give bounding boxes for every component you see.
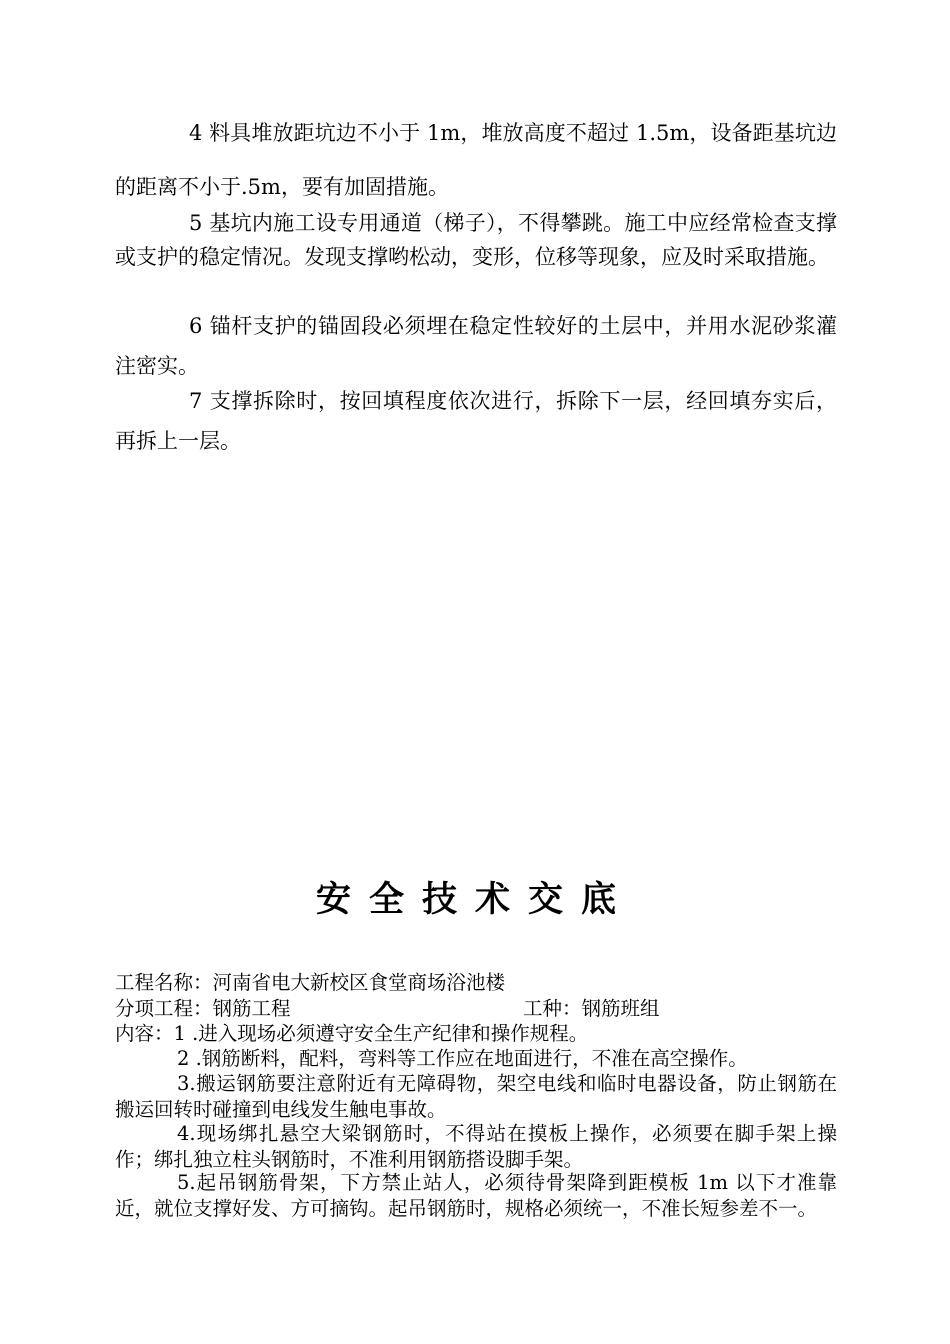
content-item-3: 3.搬运钢筋要注意附近有无障碍物，架空电线和临时电器设备，防止钢筋在搬运回转时碰撞到电线发生触电事故。	[115, 1072, 837, 1121]
sub-project-line: 分项工程：钢筋工程	[115, 997, 291, 1020]
work-type-line: 工种：钢筋班组	[523, 997, 660, 1020]
item-7-text: 7 支撑拆除时，按回填程度依次进行，拆除下一层，经回填夯实后，再拆上一层。	[115, 389, 837, 453]
project-name-line: 工程名称：河南省电大新校区食堂商场浴池楼	[115, 971, 506, 994]
content-first-item: 内容：1 .进入现场必须遵守安全生产纪律和操作规程。	[115, 1022, 589, 1045]
content-item-5: 5.起吊钢筋骨架，下方禁止站人，必须待骨架降到距模板 1m 以下才准靠近，就位支撑好发、方可摘钩。起吊钢筋时，规格必须统一，不准长短参差不一。	[115, 1171, 837, 1220]
content-item-4: 4.现场绑扎悬空大梁钢筋时，不得站在摸板上操作，必须要在脚手架上操作；绑扎独立柱头钢筋时，不准利用钢筋搭设脚手架。	[115, 1122, 837, 1171]
item-6-text: 6 锚杆支护的锚固段必须埋在稳定性较好的土层中，并用水泥砂浆灌注密实。	[115, 314, 837, 378]
item-5-text: 5 基坑内施工设专用通道（梯子），不得攀跳。施工中应经常检查支撑或支护的稳定情况。发现支撑哟松动，变形，位移等现象，应及时采取措施。	[115, 211, 837, 269]
content-item-2: 2 .钢筋断料，配料，弯料等工作应在地面进行，不准在高空操作。	[177, 1047, 748, 1070]
item-4-text: 4 料具堆放距坑边不小于 1m，堆放高度不超过 1.5m，设备距基坑边的距离不小于.5m，要有加固措施。	[115, 121, 837, 199]
section-title: 安全技术交底	[315, 879, 634, 920]
